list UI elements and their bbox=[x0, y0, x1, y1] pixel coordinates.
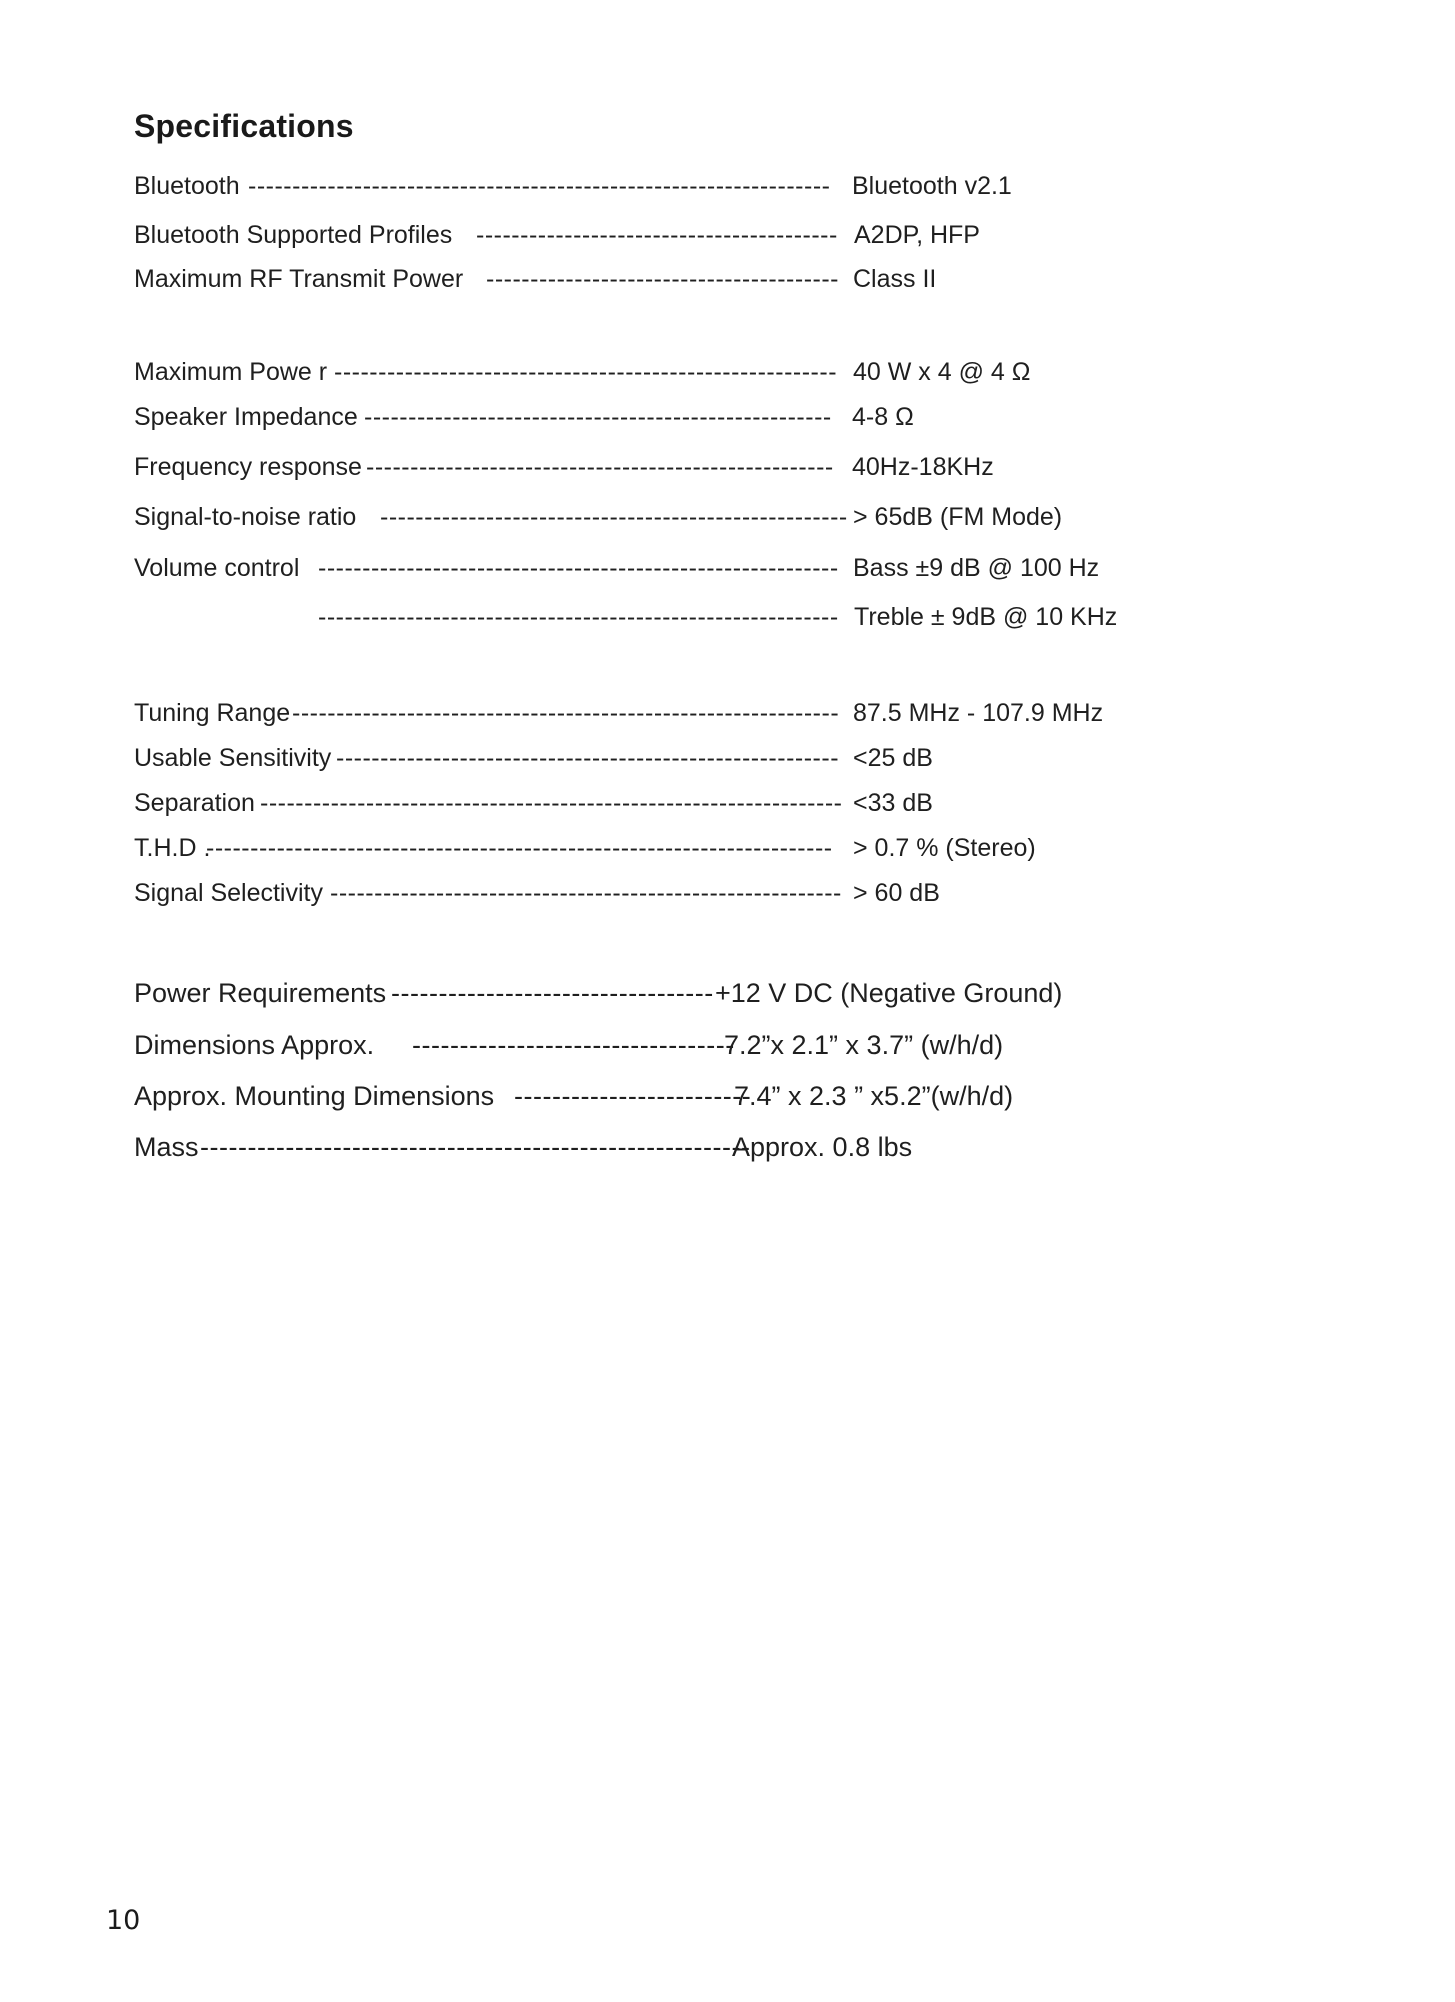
dash-leader: ---------------------------------- bbox=[391, 978, 714, 1008]
dash-leader: ----------------------------------------------------- bbox=[380, 503, 848, 531]
dash-leader: ------------------------- bbox=[514, 1081, 752, 1111]
spec-value: 40 W x 4 @ 4 Ω bbox=[853, 358, 1031, 386]
spec-value: > 60 dB bbox=[853, 879, 940, 907]
spec-value: 7.4” x 2.3 ” x5.2”(w/h/d) bbox=[734, 1081, 1014, 1111]
spec-value: Bass ±9 dB @ 100 Hz bbox=[853, 554, 1100, 582]
spec-label: Dimensions Approx. bbox=[134, 1030, 375, 1060]
dash-leader: ----------------------------------------- bbox=[476, 221, 838, 249]
spec-value: A2DP, HFP bbox=[854, 221, 980, 249]
dash-leader: ----------------------------------------------------- bbox=[366, 453, 834, 481]
spec-label: Separation bbox=[134, 789, 255, 817]
spec-value: Treble ± 9dB @ 10 KHz bbox=[854, 603, 1118, 631]
spec-label: Maximum Powe r bbox=[134, 358, 328, 386]
spec-value: 40Hz-18KHz bbox=[852, 453, 994, 481]
spec-label: Power Requirements bbox=[134, 978, 387, 1008]
dash-leader: ---------------------------------------------------------- bbox=[200, 1132, 751, 1162]
spec-label: Frequency response bbox=[134, 453, 362, 481]
dash-leader: ----------------------------------------------------- bbox=[364, 403, 832, 431]
dash-leader: --------------------------------------------------------- bbox=[334, 358, 838, 386]
spec-value: <33 dB bbox=[853, 789, 933, 817]
dash-leader: ----------------------------------------------------------- bbox=[318, 554, 839, 582]
spec-value: Approx. 0.8 lbs bbox=[732, 1132, 913, 1162]
spec-value: 87.5 MHz - 107.9 MHz bbox=[853, 699, 1104, 727]
dash-leader: ---------------------------------------------------------- bbox=[330, 879, 842, 907]
spec-label: Bluetooth Supported Profiles bbox=[134, 221, 453, 249]
dash-leader: ----------------------------------------------------------- bbox=[318, 603, 839, 631]
dash-leader: ----------------------------------------------------------------------- bbox=[206, 834, 833, 862]
dash-leader: --------------------------------------------------------- bbox=[336, 744, 840, 772]
spec-label: Speaker Impedance bbox=[134, 403, 358, 431]
dash-leader: ------------------------------------------------------------------ bbox=[248, 172, 831, 200]
spec-value: > 65dB (FM Mode) bbox=[853, 503, 1063, 531]
dash-leader: ------------------------------------------------------------------ bbox=[260, 789, 843, 817]
spec-value: > 0.7 % (Stereo) bbox=[853, 834, 1036, 862]
spec-value: +12 V DC (Negative Ground) bbox=[715, 978, 1063, 1008]
spec-value: Bluetooth v2.1 bbox=[852, 172, 1012, 200]
spec-label: T.H.D . bbox=[134, 834, 211, 862]
spec-label: Usable Sensitivity bbox=[134, 744, 332, 772]
dash-leader: -------------------------------------------------------------- bbox=[292, 699, 840, 727]
spec-label: Volume control bbox=[134, 554, 300, 582]
page-number: 10 bbox=[106, 1905, 141, 1936]
spec-label: Bluetooth bbox=[134, 172, 240, 200]
spec-label: Approx. Mounting Dimensions bbox=[134, 1081, 495, 1111]
spec-label: Signal Selectivity bbox=[134, 879, 323, 907]
page-title: Specifications bbox=[134, 108, 354, 144]
spec-value: 7.2”x 2.1” x 3.7” (w/h/d) bbox=[724, 1030, 1004, 1060]
spec-label: Tuning Range bbox=[134, 699, 291, 727]
spec-label: Signal-to-noise ratio bbox=[134, 503, 357, 531]
spec-label: Mass bbox=[134, 1132, 199, 1162]
spec-label: Maximum RF Transmit Power bbox=[134, 265, 464, 293]
dash-leader: ---------------------------------- bbox=[412, 1030, 735, 1060]
spec-value: Class II bbox=[853, 265, 937, 293]
dash-leader: ---------------------------------------- bbox=[486, 265, 840, 293]
spec-value: 4-8 Ω bbox=[852, 403, 914, 431]
spec-value: <25 dB bbox=[853, 744, 933, 772]
